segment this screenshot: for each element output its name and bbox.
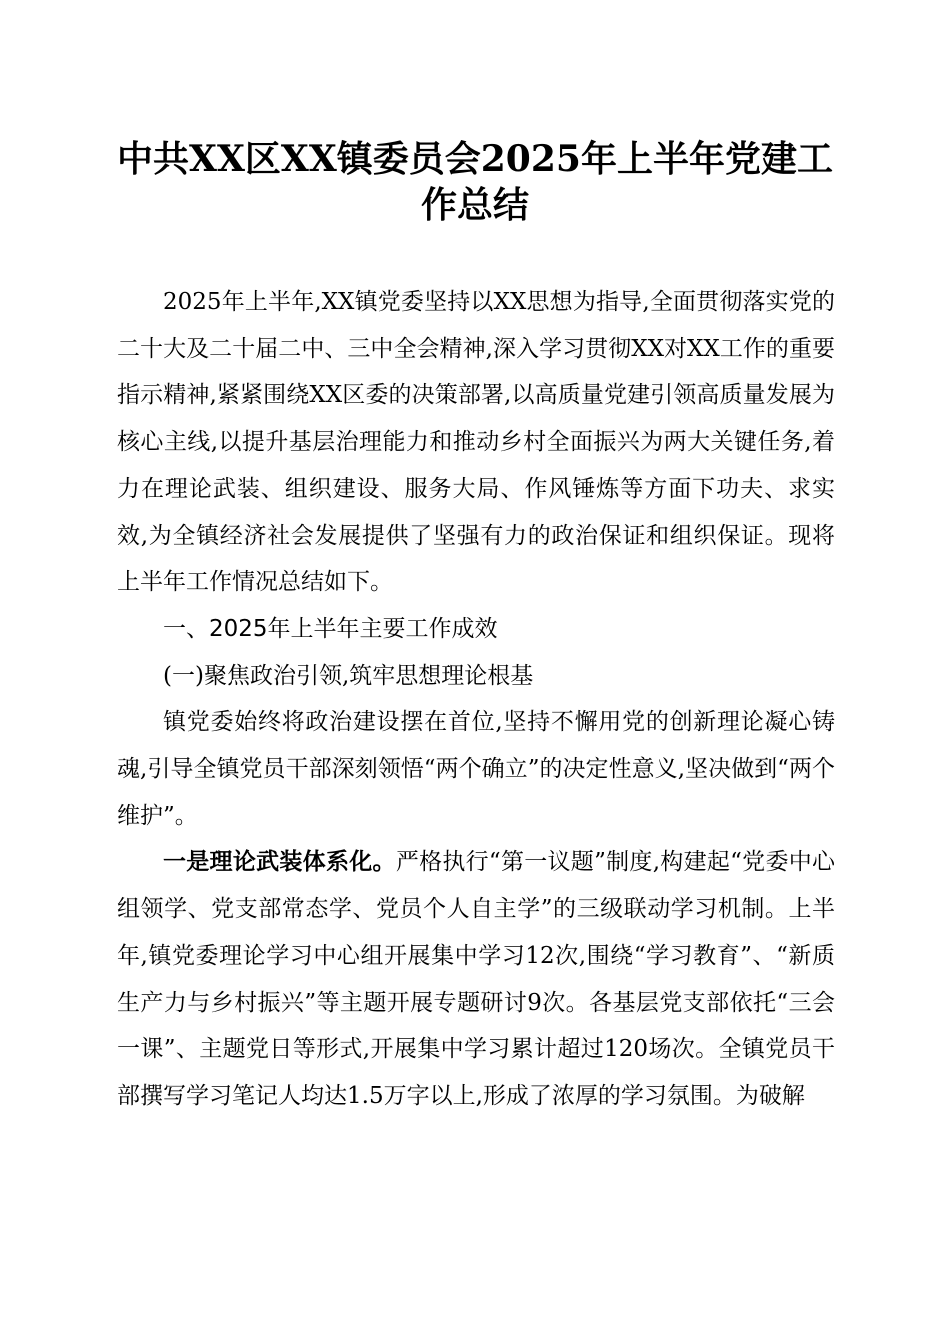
intro-paragraph: 2025年上半年,XX镇党委坚持以XX思想为指导,全面贯彻落实党的二十大及二十届二中、三中全会精神,深入学习贯彻XX对XX工作的重要指示精神,紧紧围绕XX区委的决策部署,以高质量党建引领高质量发展为核心主线,以提升基层治理能力和推动乡村全面振兴为两大关键任务,着力在理论武装、组织建设、服务大局、作风锤炼等方面下功夫、求实效,为全镇经济社会发展提供了坚强有力的政治保证和组织保证。现将上半年工作情况总结如下。 <box>117 289 835 596</box>
document-body <box>117 279 835 1120</box>
subsection-heading: (一)聚焦政治引领,筑牢思想理论根基 <box>163 662 534 689</box>
subsection-paragraph: 镇党委始终将政治建设摆在首位,坚持不懈用党的创新理论凝心铸魂,引导全镇党员干部深刻领悟“两个确立”的决定性意义,坚决做到“两个维护”。 <box>117 709 835 829</box>
point-paragraph <box>117 839 835 1119</box>
point-lead: 一是理论武装体系化。 <box>163 848 396 876</box>
point-text: 严格执行“第一议题”制度,构建起“党委中心组领学、党支部常态学、党员个人自主学”的三级联动学习机制。上半年,镇党委理论学习中心组开展集中学习12次,围绕“学习教育”、“新质生产力与乡村振兴”等主题开展专题研讨9次。各基层党支部依托“三会一课”、主题党日等形式,开展集中学习累计超过120场次。全镇党员干部撰写学习笔记人均达1.5万字以上,形成了浓厚的学习氛围。为破解 <box>117 849 836 1109</box>
document-title: 中共XX区XX镇委员会2025年上半年党建工作总结 <box>117 138 833 226</box>
section-heading: 一、2025年上半年主要工作成效 <box>163 615 498 642</box>
